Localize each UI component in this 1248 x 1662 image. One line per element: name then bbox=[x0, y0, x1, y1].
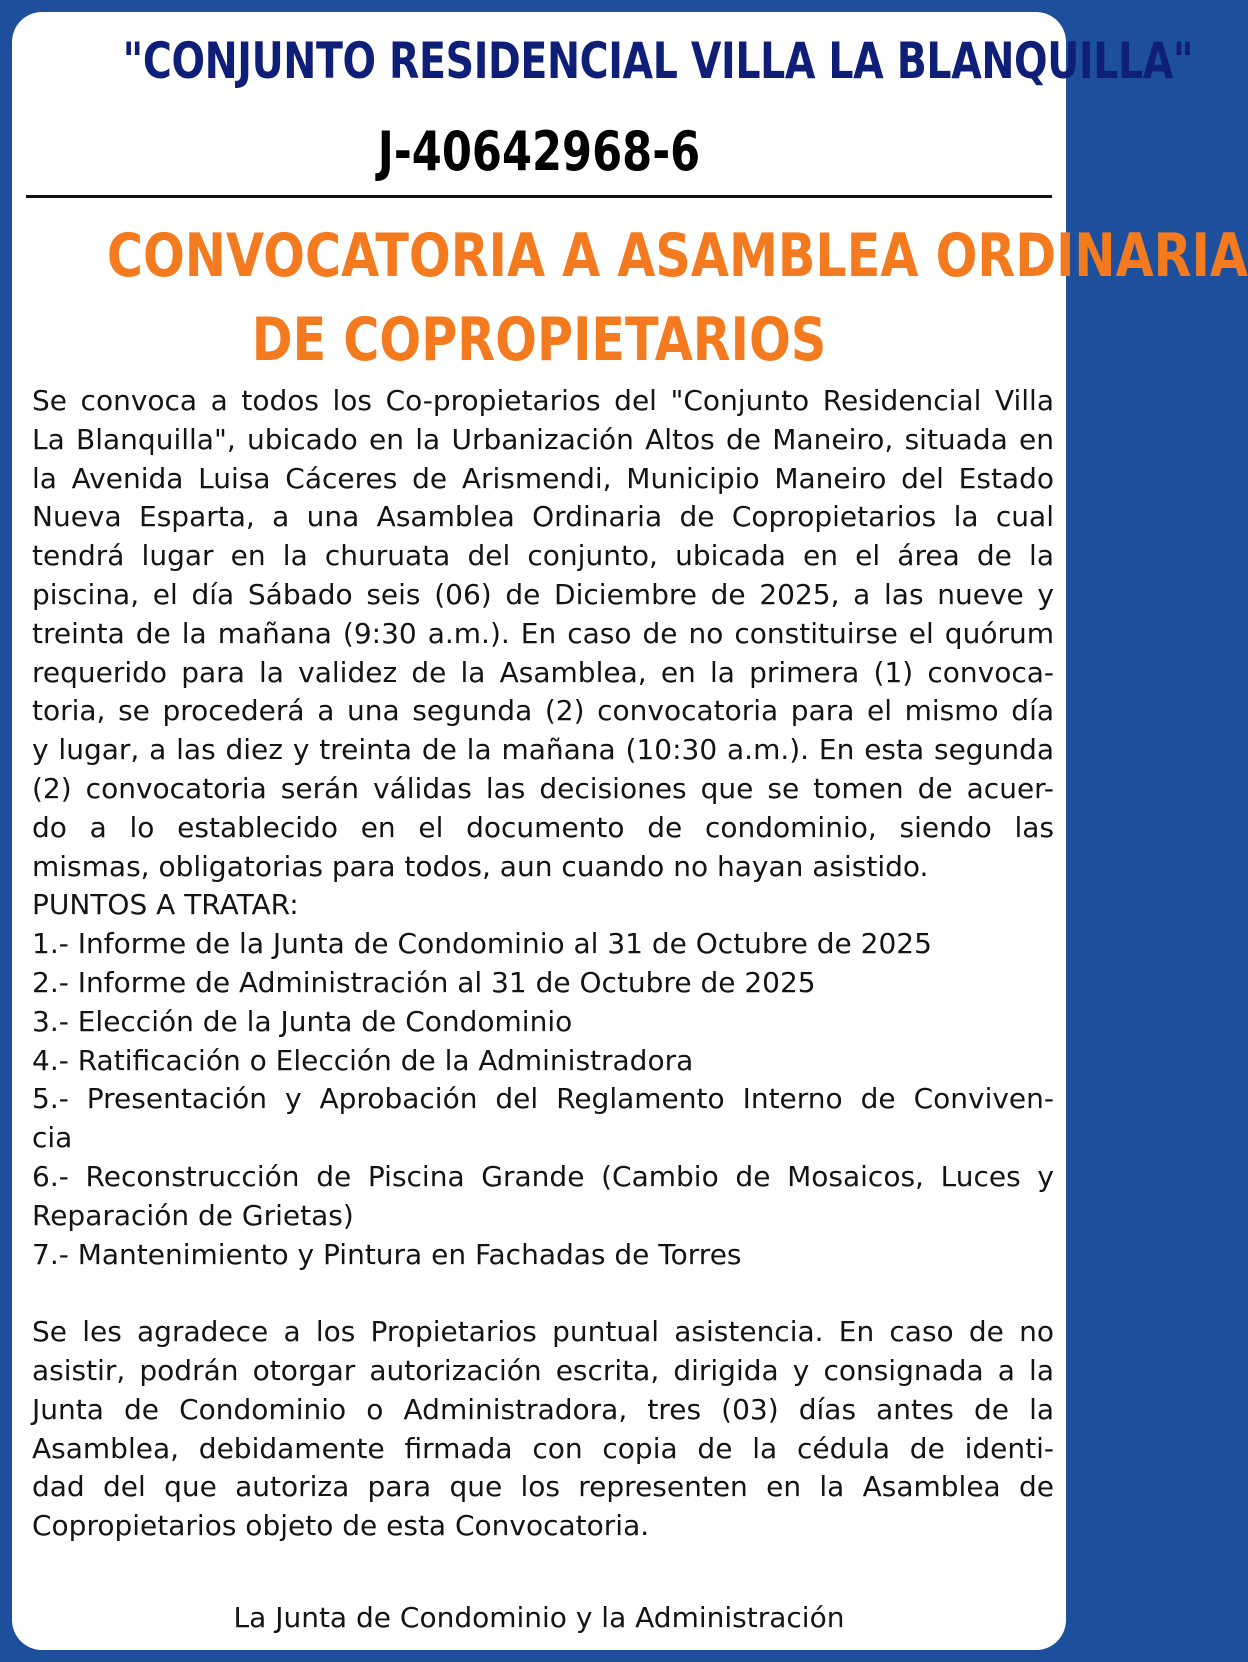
agenda-item: Reparación de Grietas) bbox=[32, 1198, 354, 1232]
intro-line: La Blanquilla", ubicado en la Urbanización Altos de Maneiro, situada en bbox=[32, 422, 1054, 456]
agenda-item: 6.- Reconstrucción de Piscina Grande (Cambio de Mosaicos, Luces y bbox=[32, 1159, 1054, 1193]
closing-line: Junta de Condominio o Administradora, tres (03) días antes de la bbox=[32, 1392, 1054, 1426]
convocatoria-title bbox=[106, 214, 1248, 382]
agenda-item: 3.- Elección de la Junta de Condominio bbox=[32, 1004, 573, 1038]
closing-line: dad del que autoriza para que los representen en la Asamblea de bbox=[32, 1470, 1054, 1504]
intro-line: requerido para la validez de la Asamblea, en la primera (1) convoca- bbox=[32, 655, 1054, 689]
header-divider bbox=[26, 195, 1052, 198]
intro-line: tendrá lugar en la churuata del conjunto, ubicada en el área de la bbox=[32, 539, 1054, 573]
agenda-item: cia bbox=[32, 1121, 73, 1155]
rif-number: J-40642968-6 bbox=[377, 120, 701, 183]
intro-line: mismas, obligatorias para todos, aun cuando no hayan asistido. bbox=[32, 849, 929, 883]
agenda-heading: PUNTOS A TRATAR: bbox=[32, 888, 299, 922]
intro-line: treinta de la mañana (9:30 a.m.). En caso de no constituirse el quórum bbox=[32, 616, 1054, 650]
closing-line: Asamblea, debidamente firmada con copia de la cédula de identi- bbox=[32, 1431, 1054, 1465]
convocatoria-title-line-2: DE COPROPIETARIOS bbox=[251, 305, 827, 375]
intro-line: la Avenida Luisa Cáceres de Arismendi, Municipio Maneiro del Estado bbox=[32, 461, 1054, 495]
notice-card bbox=[12, 12, 1248, 1650]
intro-line: piscina, el día Sábado seis (06) de Diciembre de 2025, a las nueve y bbox=[32, 577, 1054, 611]
signature: La Junta de Condominio y la Administración bbox=[233, 1601, 845, 1634]
closing-line: asistir, podrán otorgar autorización escrita, dirigida y consignada a la bbox=[32, 1353, 1054, 1387]
paragraph-spacer bbox=[32, 1274, 1054, 1313]
intro-line: (2) convocatoria serán válidas las decisiones que se tomen de acuer- bbox=[32, 771, 1054, 805]
agenda-item: 4.- Ratificación o Elección de la Administradora bbox=[32, 1043, 694, 1077]
intro-line: Nueva Esparta, a una Asamblea Ordinaria de Copropietarios la cual bbox=[32, 500, 1054, 534]
agenda-item: 1.- Informe de la Junta de Condominio al 31 de Octubre de 2025 bbox=[32, 927, 932, 961]
agenda-item: 2.- Informe de Administración al 31 de Octubre de 2025 bbox=[32, 965, 816, 999]
convocatoria-title-line-1: CONVOCATORIA A ASAMBLEA ORDINARIA bbox=[106, 221, 1248, 291]
intro-line: y lugar, a las diez y treinta de la mañana (10:30 a.m.). En esta segunda bbox=[32, 733, 1054, 767]
residence-name: "CONJUNTO RESIDENCIAL VILLA LA BLANQUILLA" bbox=[122, 32, 1194, 90]
intro-line: do a lo establecido en el documento de condominio, siendo las bbox=[32, 810, 1054, 844]
intro-line: toria, se procederá a una segunda (2) convocatoria para el mismo día bbox=[32, 694, 1054, 728]
agenda-item: 7.- Mantenimiento y Pintura en Fachadas de Torres bbox=[32, 1237, 742, 1271]
notice-body bbox=[32, 382, 1054, 1546]
agenda-item: 5.- Presentación y Aprobación del Reglamento Interno de Conviven- bbox=[32, 1082, 1054, 1116]
closing-line: Se les agradece a los Propietarios puntual asistencia. En caso de no bbox=[32, 1315, 1054, 1349]
intro-line: Se convoca a todos los Co-propietarios del "Conjunto Residencial Villa bbox=[32, 384, 1054, 417]
closing-line: Copropietarios objeto de esta Convocatoria. bbox=[32, 1509, 650, 1543]
